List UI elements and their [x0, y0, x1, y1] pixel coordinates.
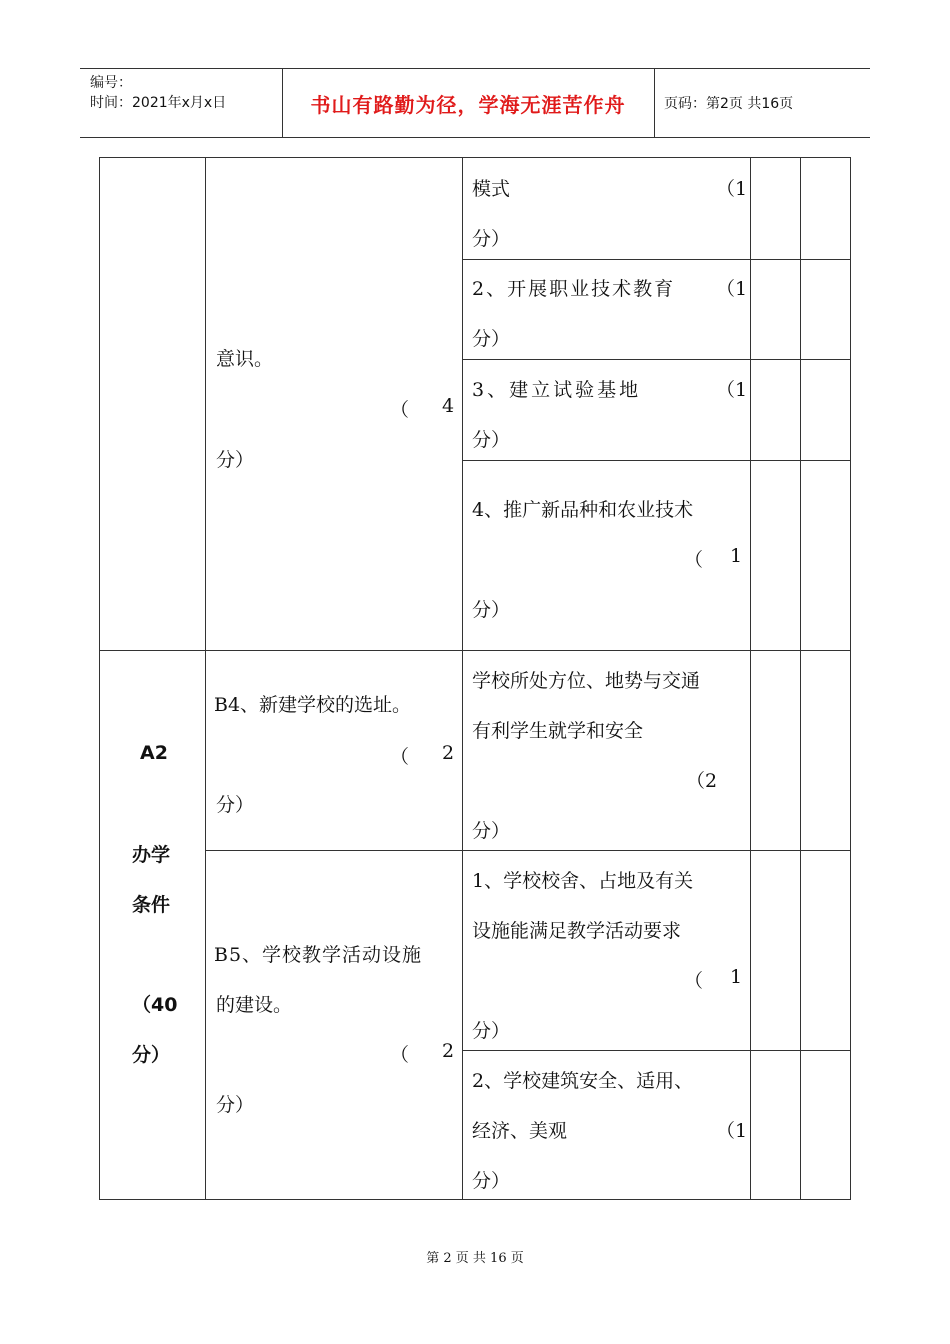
c-item-score-close: 分）	[472, 228, 511, 250]
column-divider	[800, 158, 801, 1199]
b-item-score-close: 分）	[216, 794, 255, 816]
document-number-label: 编号：	[90, 75, 132, 91]
row-divider	[462, 259, 850, 260]
b-item-score-num: 4	[442, 395, 455, 417]
b-item-score-open: （	[390, 399, 410, 421]
column-divider	[205, 158, 206, 1199]
row-divider	[205, 850, 850, 851]
c-item-score-num: 1	[730, 966, 743, 988]
c-item-text: 有利学生就学和安全	[472, 720, 644, 742]
b-item-score-close: 分）	[216, 1094, 255, 1116]
c-item-score-open: （	[684, 970, 704, 992]
b-item-score-open: （	[390, 1044, 410, 1066]
b-item-text: 的建设。	[216, 994, 293, 1016]
a-item-name: 办学	[132, 844, 171, 866]
c-item-score-open: （2	[686, 770, 718, 792]
c-item-score-close: 分）	[472, 1170, 511, 1192]
c-item-score-close: 分）	[472, 328, 511, 350]
c-item-score-close: 分）	[472, 429, 511, 451]
column-divider	[462, 158, 463, 1199]
page-header	[80, 68, 870, 138]
b-item-score-open: （	[390, 746, 410, 768]
c-item-score-open: （	[684, 549, 704, 571]
c-item-text: 设施能满足教学活动要求	[472, 920, 682, 942]
b-item-text: 意识。	[216, 348, 274, 370]
evaluation-table	[99, 157, 851, 1200]
b-item-score-num: 2	[442, 1040, 455, 1062]
c-item-score-open: （1	[716, 278, 748, 300]
c-item-text: 1、学校校舍、占地及有关	[472, 870, 694, 892]
row-divider	[462, 359, 850, 360]
b-item-score-num: 2	[442, 742, 455, 764]
document-time-label: 时间：2021年x月x日	[90, 95, 227, 111]
c-item-text: 3、建立试验基地	[472, 379, 642, 401]
c-item-text: 2、开展职业技术教育	[472, 278, 676, 300]
c-item-text: 4、推广新品种和农业技术	[472, 499, 694, 521]
header-meta	[90, 73, 226, 113]
c-item-text: 学校所处方位、地势与交通	[472, 670, 701, 692]
header-page-info: 页码：第2页 共16页	[664, 96, 794, 112]
section-divider	[100, 650, 850, 651]
c-item-text: 模式	[472, 178, 511, 200]
b-item-text: B5、学校教学活动设施	[214, 944, 423, 966]
page-footer: 第 2 页 共 16 页	[426, 1251, 524, 1266]
row-divider	[462, 1050, 850, 1051]
a-item-score: 分）	[132, 1044, 171, 1066]
c-item-score-open: （1	[716, 178, 748, 200]
column-divider	[750, 158, 751, 1199]
c-item-score-open: （1	[716, 379, 748, 401]
header-motto: 书山有路勤为径，学海无涯苦作舟	[310, 92, 626, 117]
a-item-code: A2	[140, 742, 168, 764]
c-item-score-close: 分）	[472, 1020, 511, 1042]
c-item-score-num: 1	[730, 545, 743, 567]
c-item-text: 2、学校建筑安全、适用、	[472, 1070, 694, 1092]
b-item-score-close: 分）	[216, 449, 255, 471]
c-item-text: 经济、美观	[472, 1120, 568, 1142]
row-divider	[462, 460, 850, 461]
c-item-score-close: 分）	[472, 820, 511, 842]
c-item-score-open: （1	[716, 1120, 748, 1142]
header-divider	[654, 69, 655, 137]
a-item-score: （40	[132, 994, 178, 1016]
a-item-name: 条件	[132, 894, 171, 916]
b-item-text: B4、新建学校的选址。	[214, 694, 412, 716]
c-item-score-close: 分）	[472, 599, 511, 621]
